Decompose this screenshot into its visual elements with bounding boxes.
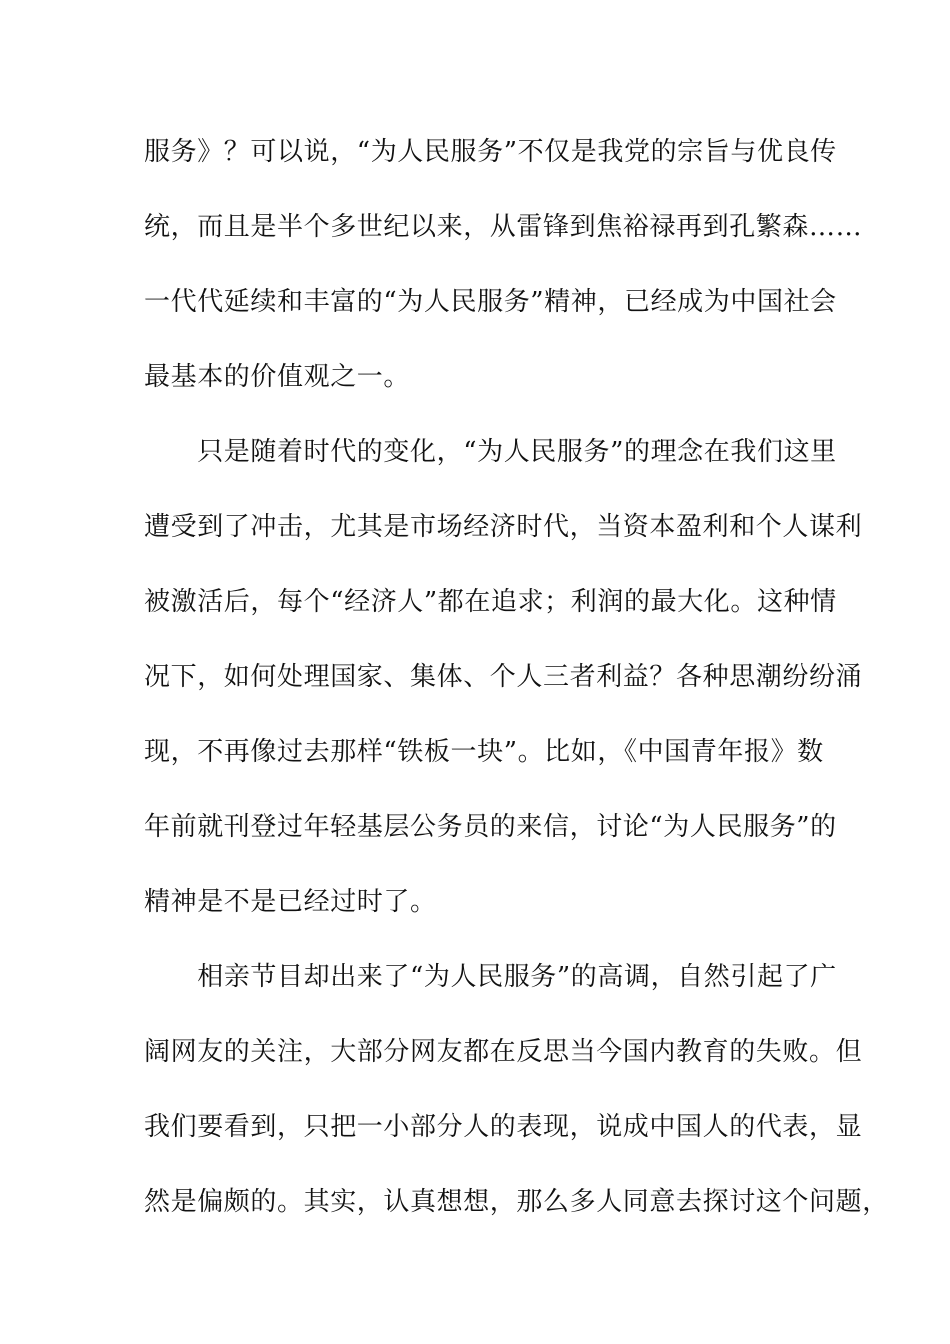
- text-line: 遭受到了冲击，尤其是市场经济时代，当资本盈利和个人谋利: [144, 512, 863, 542]
- text-line: 我们要看到，只把一小部分人的表现，说成中国人的代表，显: [144, 1112, 863, 1142]
- text-line: 况下，如何处理国家、集体、个人三者利益？各种思潮纷纷涌: [144, 662, 863, 692]
- text-line: 只是随着时代的变化，“为人民服务”的理念在我们这里: [144, 437, 837, 467]
- text-line: 然是偏颇的。其实，认真想想，那么多人同意去探讨这个问题，: [144, 1187, 889, 1217]
- text-line: 统，而且是半个多世纪以来，从雷锋到焦裕禄再到孔繁森……: [144, 212, 863, 242]
- text-line: 阔网友的关注，大部分网友都在反思当今国内教育的失败。但: [144, 1037, 863, 1067]
- text-line: 精神是不是已经过时了。: [144, 887, 437, 917]
- text-line: 被激活后，每个“经济人”都在追求；利润的最大化。这种情: [144, 587, 837, 617]
- text-line: 年前就刊登过年轻基层公务员的来信，讨论“为人民服务”的: [144, 812, 837, 842]
- text-line: 一代代延续和丰富的“为人民服务”精神，已经成为中国社会: [144, 287, 837, 317]
- text-line: 相亲节目却出来了“为人民服务”的高调，自然引起了广: [144, 962, 837, 992]
- text-line: 服务》？可以说，“为人民服务”不仅是我党的宗旨与优良传: [144, 137, 837, 167]
- text-line: 现，不再像过去那样“铁板一块”。比如，《中国青年报》数: [144, 737, 824, 767]
- text-line: 最基本的价值观之一。: [144, 362, 411, 392]
